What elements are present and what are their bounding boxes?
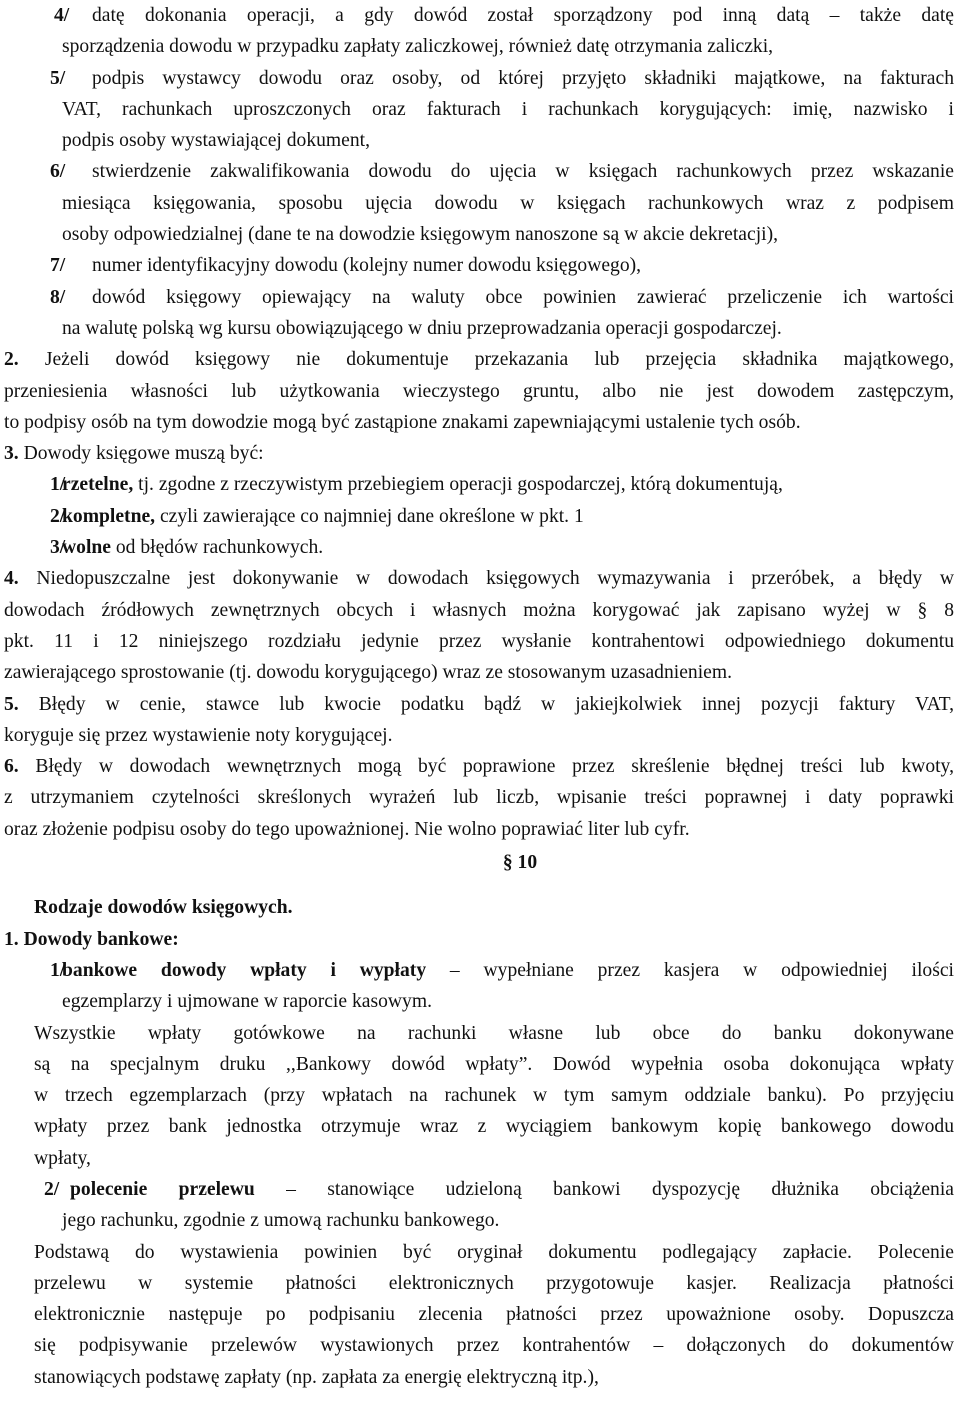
- paragraph-line: przeniesienia własności lub użytkowania wieczystego gruntu, albo nie jest dowodem zastępczym,: [4, 380, 954, 402]
- item-number: 2/: [50, 505, 66, 527]
- paragraph-line: 4. Niedopuszczalne jest dokonywanie w dowodach księgowych wymazywania i przeróbek, a błędy w: [4, 568, 954, 590]
- subsection-title: 1. Dowody bankowe:: [4, 928, 179, 950]
- paragraph-line: w trzech egzemplarzach (przy wpłatach na rachunek w tym samym oddziale banku). Po przyjęciu: [34, 1085, 954, 1107]
- list-item: [0, 501, 960, 532]
- list-item: [0, 469, 960, 500]
- paragraph-5: [0, 689, 960, 752]
- paragraph-line: 3. Dowody księgowe muszą być:: [4, 443, 264, 465]
- item-line: datę dokonania operacji, a gdy dowód został sporządzony pod inną datą – także datę: [92, 5, 954, 26]
- paragraph-line: stanowiących podstawę zapłaty (np. zapłata za energię elektryczną itp.),: [34, 1366, 599, 1388]
- item-line: bankowe dowody wpłaty i wypłaty – wypełniane przez kasjera w odpowiedniej ilości: [62, 959, 954, 981]
- paragraph-line: koryguje się przez wystawienie noty korygującej.: [4, 724, 393, 746]
- item-line: podpis wystawcy dowodu oraz osoby, od której przyjęto składniki majątkowe, na fakturach: [92, 67, 954, 89]
- item-line: na walutę polską wg kursu obowiązującego w dniu przeprowadzania operacji gospodarczej.: [62, 317, 782, 339]
- item-number: 3/: [50, 537, 66, 559]
- list-item: [0, 532, 960, 563]
- item-line: kompletne, czyli zawierające co najmniej dane określone w pkt. 1: [62, 505, 584, 527]
- description-block: [0, 1018, 960, 1174]
- paragraph-line: wpłaty,: [34, 1147, 91, 1169]
- item-line: dowód księgowy opiewający na waluty obce powinien zawierać przeliczenie ich wartości: [92, 286, 954, 308]
- list-item: [0, 250, 960, 281]
- item-line: VAT, rachunkach uproszczonych oraz fakturach i rachunkach korygujących: imię, nazwisko i: [62, 98, 954, 120]
- paragraph-line: oraz złożenie podpisu osoby do tego upoważnionej. Nie wolno poprawiać liter lub cyfr.: [4, 818, 690, 840]
- paragraph-6: [0, 751, 960, 845]
- section-heading: Rodzaje dowodów księgowych.: [34, 897, 293, 919]
- item-number: 1/: [50, 959, 66, 981]
- item-line: rzetelne, tj. zgodne z rzeczywistym przebiegiem operacji gospodarczej, którą dokumentują,: [62, 474, 783, 496]
- paragraph-line: Wszystkie wpłaty gotówkowe na rachunki własne lub obce do banku dokonywane: [34, 1022, 954, 1044]
- description-block: [0, 1237, 960, 1393]
- item-number: 7/: [50, 255, 66, 277]
- item-number: 2/: [44, 1178, 60, 1200]
- list-item: [0, 282, 960, 345]
- list-item: [0, 0, 960, 63]
- paragraph-4: [0, 563, 960, 688]
- paragraph-line: się podpisywanie przelewów wystawionych przez kontrahentów – dołączonych do dokumentów: [34, 1335, 954, 1357]
- paragraph-2: [0, 344, 960, 438]
- item-line: numer identyfikacyjny dowodu (kolejny numer dowodu księgowego),: [92, 255, 642, 277]
- paragraph-line: 5. Błędy w cenie, stawce lub kwocie podatku bądź w jakiejkolwiek innej pozycji faktury VAT,: [4, 693, 954, 715]
- item-line: polecenie przelewu – stanowiące udzieloną bankowi dyspozycję dłużnika obciążenia: [70, 1178, 954, 1200]
- paragraph-line: elektronicznie następuje po podpisaniu zlecenia płatności przez upoważnione osoby. Dopuszcza: [34, 1304, 954, 1326]
- paragraph-line: dowodach źródłowych zewnętrznych obcych i własnych można korygować jak zapisano wyżej w § 8: [4, 599, 954, 621]
- paragraph-line: 6. Błędy w dowodach wewnętrznych mogą być poprawione przez skreślenie błędnej treści lub kwoty,: [4, 756, 954, 778]
- item-number: 1/: [50, 474, 66, 496]
- paragraph-line: 2. Jeżeli dowód księgowy nie dokumentuje przekazania lub przejęcia składnika majątkowego,: [4, 349, 954, 371]
- item-line: podpis osoby wystawiającej dokument,: [62, 130, 371, 152]
- list-item: [0, 1174, 960, 1237]
- list-item: [0, 63, 960, 157]
- paragraph-line: są na specjalnym druku ,,Bankowy dowód wpłaty”. Dowód wypełnia osoba dokonująca wpłaty: [34, 1053, 954, 1075]
- paragraph-line: to podpisy osób na tym dowodzie mogą być zastąpione znakami zapewniającymi ustalenie tych osób.: [4, 411, 801, 433]
- paragraph-line: pkt. 11 i 12 niniejszego rozdziału jedynie przez wysłanie kontrahentowi odpowiedniego dokumentu: [4, 630, 954, 652]
- paragraph-3: [0, 438, 960, 469]
- item-number: 8/: [50, 286, 66, 308]
- list-item: [0, 955, 960, 1018]
- item-line: jego rachunku, zgodnie z umową rachunku bankowego.: [62, 1210, 500, 1232]
- paragraph-line: z utrzymaniem czytelności skreślonych wyrażeń lub liczb, wpisanie treści poprawnej i daty poprawki: [4, 787, 954, 809]
- item-line: stwierdzenie zakwalifikowania dowodu do ujęcia w księgach rachunkowych przez wskazanie: [92, 161, 954, 183]
- paragraph-line: przelewu w systemie płatności elektronicznych przygotowuje kasjer. Realizacja płatności: [34, 1272, 954, 1294]
- item-number: 6/: [50, 161, 66, 183]
- item-line: miesiąca księgowania, sposobu ujęcia dowodu w księgach rachunkowych wraz z podpisem: [62, 192, 954, 214]
- item-number: 5/: [50, 67, 66, 89]
- item-line: osoby odpowiedzialnej (dane te na dowodzie księgowym nanoszone są w akcie dekretacji),: [62, 224, 779, 246]
- item-line: wolne od błędów rachunkowych.: [62, 537, 324, 559]
- list-item: [0, 156, 960, 250]
- section-number: § 10: [502, 852, 538, 874]
- item-number: 4/: [54, 5, 70, 26]
- paragraph-line: wpłaty przez bank jednostka otrzymuje wraz z wyciągiem bankowym kopię bankowego dowodu: [34, 1116, 954, 1138]
- item-line: egzemplarzy i ujmowane w raporcie kasowym.: [62, 991, 432, 1013]
- paragraph-line: zawierającego sprostowanie (tj. dowodu korygującego) wraz ze stosowanym uzasadnieniem.: [4, 662, 732, 684]
- paragraph-line: Podstawą do wystawienia powinien być oryginał dokumentu podlegający zapłacie. Polecenie: [34, 1241, 954, 1263]
- item-line: sporządzenia dowodu w przypadku zapłaty zaliczkowej, również datę otrzymania zaliczki,: [62, 36, 774, 58]
